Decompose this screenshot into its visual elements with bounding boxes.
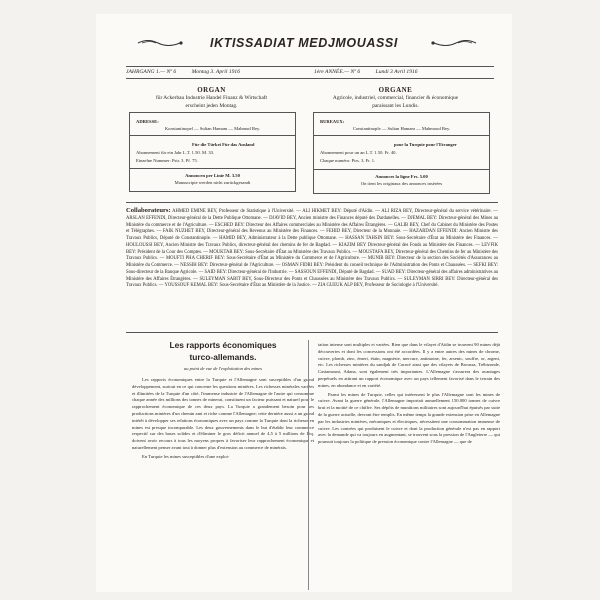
dateline-german <box>126 69 240 75</box>
subscription-year-fr: Abonnement pour un an L.T. 1.50. Fr. 40. <box>320 150 397 155</box>
dateline-top-rule <box>126 66 494 67</box>
box1-rule <box>130 135 295 136</box>
article-subtitle: au point de vue de l'exploitation des mines <box>183 366 263 371</box>
collaborators-text: AHMED EMINE BEY, Professeur de Statistique à l'Université. — ALI HIKMET BEY: Député d'Aïdin. — ALI RIZA BEY, Directeur-général du service vétérinaire. — ARSLAN EFFENDI, Directeur-général de la Dette Publique Ottomane. — DJAVID BEY, Ancien ministre des Finances député des Dardanelles. — DJEMAL BEY: Directeur-général des Mines au Ministère du commerce et de l'Agriculture. — ESCHED BEY: Directeur des Affaires commerciales au Ministère des Affaires Étrangères. — GALIB BEY, Chef du Cabinet du Ministère des Postes et Télégraphes. — FAIK NUZHET BEY, Directeur-général des Revenus au Ministère des Finances. — FEHID BEY, Directeur de la Monnaie. — HAZARDAN EFFENDI: Ancien Ministre des Travaux Publics, Député de Constantinople. — HAMID BEY, Administrateur à la Dette publique Ottomane. — HASSAN TAHSIN BEY: Sous-Secrétaire d'État au Ministère des Finances. — HOULOUSSI BEY, Ancien Ministre des Travaux Publics, directeur-général des chemins de fer de Bagdad. — KIAZIM BEY Directeur-général des Fonds au Ministère des Finances. — LEVFIK BEY: Président de la Cour des Comptes. — MOUKTAR BEY: Sous-Secrétaire d'État au Ministère des Travaux Publics. — MOUSTAFA BEY, Directeur-général des Chemins de fer au Ministère des Travaux Publics. — MOUFTI PHA CHERIF BEY: Sous-Secrétaire d'État au Ministère du Commerce et de l'Agriculture. — MUNIB BEY: Directeur de la section des Sociétés d'Assurances au Ministère du Commerce. — NESSIH BEY: Directeur-général de l'Agriculture. — OSMAN FIDRI BEY: Président du conseil technique de l'Administration des Ponts et Chaussées. — SEFKI BEY: Sous-directeur de la Banque Agricole. — SAID BEY: Directeur-général de l'Industrie. — SASSOUN EFFENDI, Député de Bagdad. — SUAD BEY: Directeur-général des affaires administratives au Ministère des Affaires Étrangères. — SULEYMAN SABIT BEY, Sous-Directeur des Ponts et Chaussées au Ministère des Travaux Publics. — SULEYMAN SIRRI BEY: Directeur-général des Travaux Publics. — YOUSSOUF KEMAL BEY: Sous-Secrétaire d'État au Ministère de la Justice. — ZIA GUEUK ALP BEY, Professeur de Sociologie à l'Université. <box>126 209 499 289</box>
subscription-box-german <box>129 112 296 192</box>
box2-rule2 <box>314 169 489 170</box>
prices-head-de: Für die Türkei Für das Ausland <box>192 142 255 147</box>
collaborators-bottom-rule <box>126 332 498 333</box>
single-issue-de: Einzelne Nummer: Pstr. 3. Pf. 75. <box>136 158 198 163</box>
date-fr: Lundi 3 Avril 1916 <box>375 69 418 75</box>
article-column-1 <box>132 338 314 461</box>
article-title-line1: Les rapports économiques <box>169 340 277 350</box>
address-fr: Constantinople — Sultan Hamam — Mahmoud Bey. <box>352 126 451 131</box>
prices-head-fr: pour la Turquie pour l'Etranger <box>394 142 457 147</box>
ads-price-fr: Annonces la ligne Frs. 5.00 <box>375 174 428 179</box>
organ-subtitle-de: für Ackerbau Industrie Handel Finanz & Wirtschaft <box>155 95 268 101</box>
dateline-french <box>314 69 418 75</box>
organ-subtitle2-de: erscheint jeden Montag. <box>185 102 238 109</box>
issue-de: JAHRGANG 1.— Nº 6 <box>126 69 177 75</box>
right-ornament-icon <box>430 38 478 48</box>
organ-subtitle-fr: Agricole, industriel, commercial, financier & économique <box>332 95 459 101</box>
ads-price-de: Annoncen per Linie M. 3.50 <box>185 173 240 178</box>
article-title-line2: turco-allemands. <box>189 352 257 362</box>
subscription-box-french <box>313 112 490 194</box>
address-de: Konstantinopel — Sultan Hamam — Mahmud Bey. <box>164 126 261 131</box>
organ-german <box>129 86 294 109</box>
collaborators-section <box>126 208 498 290</box>
issue-fr: 1ère ANNÉE.— Nº 6 <box>314 69 361 75</box>
subscription-year-de: Abonnement für ein Jahr L.T. 1.50. M. 33. <box>136 150 215 155</box>
box2-rule <box>314 135 489 136</box>
organ-french <box>313 86 478 109</box>
note-fr: On tient les originaux des annonces insérées <box>360 181 443 186</box>
date-de: Montag 3. April 1916 <box>191 69 241 75</box>
article-col1-paragraph2: En Turquie les mines susceptibles d'une exploi- <box>142 453 230 459</box>
article-col2-paragraph: tation intense sont multiples et variées. Rien que dans le vilayet d'Aïdin se trouvent 90 mines déjà découvertes et dont les concessions ont été accordées. Il y a entre autres des mines de chrome, cuivre, plomb, zinc, émeri, étain, magnésie, mercure, antimoine, fer, arsenic, souffre, or, argent, etc. Les richesses minières du sandjak de Caracé ainsi que des vilayets de Broussa, Trébizonde, Castamouni, Adana, sont également très importantes. L'Allemagne s'assurera des avantages perpétuels en attirant un rapport économique avec un pays tellement favorisé dans le terrain des mines, en abondance et en variété. <box>318 342 500 388</box>
column-separator <box>308 340 309 590</box>
dateline-bottom-rule <box>126 78 494 79</box>
single-issue-fr: Chaque numéro: Ptrs. 3. Fr. 1. <box>320 158 376 163</box>
organ-subtitle2-fr: paraissant les Lundis. <box>372 102 419 109</box>
organ-label-fr: ORGANE <box>378 86 413 94</box>
note-de: Manuscripte werden nicht zurückgesandt <box>174 180 251 185</box>
address-label-fr: BUREAUX: <box>320 119 345 124</box>
article-column-2 <box>318 342 500 446</box>
collaborators-top-rule <box>126 202 498 203</box>
newspaper-page <box>96 14 512 592</box>
article-col1-paragraph: Les rapports économiques entre la Turquie et l'Allemagne sont susceptibles d'un grand développement, surtout en ce qui concerne les questions minières. Les richesses minérales variées et illimitées de la Turquie d'un côté, l'immense industrie de l'Allemagne de l'autre qui consomme chaque année des millions des tonnes de minerai, constituent un facteur puissant et naturel pour le rapprochement économique de ces deux pays. La Turquie a grandement besoin pour ses productions minières d'un chemin ami et riche comme l'Allemagne; cette dernière aussi a un grand intérêt à développer ses relations économiques avec un pays comme la Turquie dont la richesse en mines est presque incomparable. Les deux gouvernements dans le but d'établir leur commerce respectif sur des bases solides et d'éliminer le gros déficit annuel de 4,5 à 5 millions de Ltq. doivent avoir recours à tous les moyens propres à favoriser leur rapprochement économique et naturellement penser avant tout à donner plus d'extension au commerce de minérais. <box>132 377 314 450</box>
masthead-title: IKTISSADIAT MEDJMOUASSI <box>210 36 398 50</box>
collaborators-label: Collaborateurs: <box>126 207 171 214</box>
article-col2-paragraph2: Parmi les mines de Turquie, celles qui intéressent le plus l'Allemagne sont les mines de cuivre. Avant la guerre générale, l'Allemagne importait annuellement 150.000 tonnes de cuivre brut et la moitié de ce chiffre. Ses dépôts de munitions militaires sont aujourd'hui épuisés par suite de la guerre actuelle, devront être remplis. En même temps la grande extension prise en Allemagne par les industries minières, mécaniques et électriques, nécessitent une consommation immense de cuivre. Les contrées qui produisent le cuivre et dont la production générale n'est pas en rapport avec la demande qui va toujours en augmentant, se trouvent sous la pression de l'Angleterre — qui poursuit toujours la politique de pression économique contre l'Allemagne — que de <box>318 391 500 445</box>
address-label-de: ADRESSE: <box>136 119 159 124</box>
box1-rule2 <box>130 168 295 169</box>
organ-label-de: ORGAN <box>197 86 226 94</box>
